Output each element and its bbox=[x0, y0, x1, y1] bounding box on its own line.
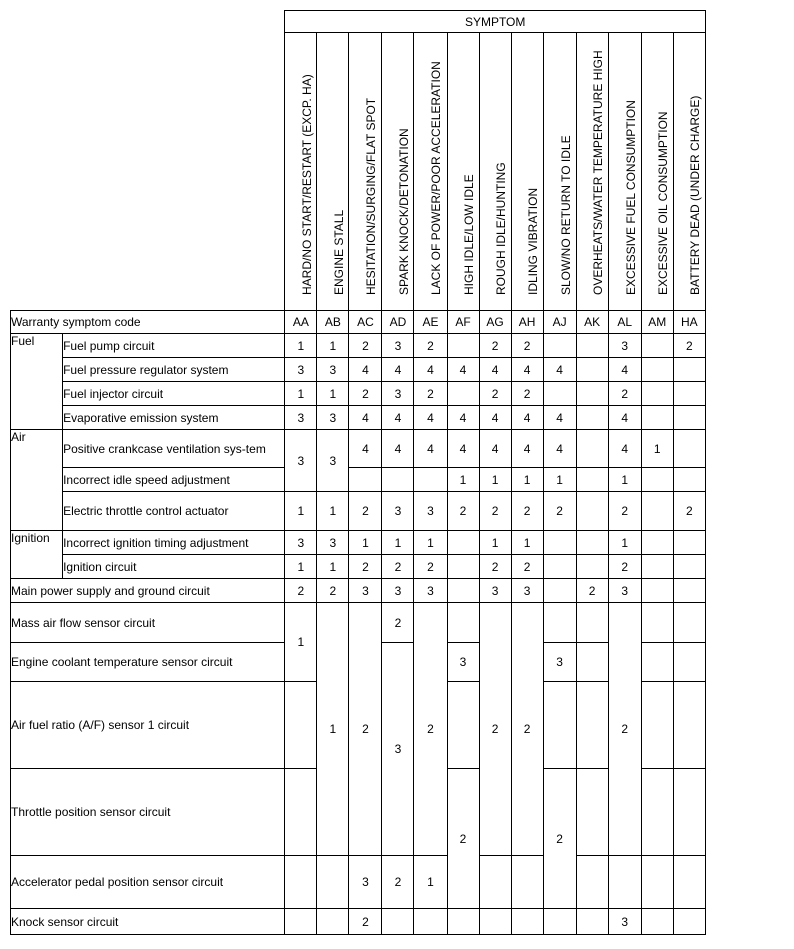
value-cell: 3 bbox=[317, 430, 349, 492]
table-row bbox=[11, 856, 706, 909]
value-cell: 4 bbox=[414, 358, 447, 382]
value-cell: 1 bbox=[543, 468, 576, 492]
row-label: Ignition circuit bbox=[63, 555, 285, 579]
value-cell bbox=[382, 468, 414, 492]
value-cell: 2 bbox=[608, 492, 641, 531]
value-cell bbox=[447, 531, 479, 555]
value-cell: 1 bbox=[511, 531, 543, 555]
value-cell bbox=[673, 382, 705, 406]
value-cell: 2 bbox=[414, 603, 447, 856]
row-label: Throttle position sensor circuit bbox=[11, 769, 285, 856]
value-cell bbox=[576, 603, 608, 643]
value-cell: 2 bbox=[349, 555, 382, 579]
col-header-ab: ENGINE STALL bbox=[317, 33, 349, 311]
value-cell: 2 bbox=[576, 579, 608, 603]
value-cell bbox=[641, 334, 673, 358]
col-header-ag: ROUGH IDLE/HUNTING bbox=[479, 33, 511, 311]
col-header-al: EXCESSIVE FUEL CONSUMPTION bbox=[608, 33, 641, 311]
col-header-aa: HARD/NO START/RESTART (EXCP. HA) bbox=[285, 33, 317, 311]
value-cell bbox=[543, 555, 576, 579]
table-row bbox=[11, 406, 706, 430]
value-cell: 1 bbox=[317, 555, 349, 579]
value-cell: 1 bbox=[608, 468, 641, 492]
value-cell: 3 bbox=[382, 492, 414, 531]
value-cell: 2 bbox=[317, 579, 349, 603]
value-cell: 3 bbox=[479, 579, 511, 603]
value-cell bbox=[543, 531, 576, 555]
value-cell bbox=[673, 358, 705, 382]
value-cell: 1 bbox=[382, 531, 414, 555]
table-row bbox=[11, 579, 706, 603]
code-cell: HA bbox=[673, 311, 705, 334]
value-cell bbox=[317, 909, 349, 935]
value-cell: 4 bbox=[349, 358, 382, 382]
value-cell: 2 bbox=[349, 492, 382, 531]
value-cell: 4 bbox=[511, 430, 543, 468]
value-cell bbox=[641, 603, 673, 643]
value-cell: 3 bbox=[382, 334, 414, 358]
value-cell bbox=[641, 769, 673, 856]
value-cell bbox=[576, 406, 608, 430]
value-cell: 3 bbox=[382, 382, 414, 406]
value-cell: 2 bbox=[349, 909, 382, 935]
value-cell bbox=[673, 555, 705, 579]
value-cell bbox=[673, 468, 705, 492]
value-cell: 2 bbox=[479, 555, 511, 579]
value-cell: 4 bbox=[447, 430, 479, 468]
value-cell: 2 bbox=[382, 603, 414, 643]
value-cell bbox=[576, 682, 608, 769]
col-header-ae: LACK OF POWER/POOR ACCELERATION bbox=[414, 33, 447, 311]
value-cell bbox=[285, 682, 317, 769]
row-label: Knock sensor circuit bbox=[11, 909, 285, 935]
col-header-ac: HESITATION/SURGING/FLAT SPOT bbox=[349, 33, 382, 311]
value-cell bbox=[641, 856, 673, 909]
value-cell: 2 bbox=[349, 382, 382, 406]
value-cell bbox=[447, 555, 479, 579]
value-cell bbox=[447, 382, 479, 406]
value-cell bbox=[576, 909, 608, 935]
value-cell: 4 bbox=[382, 358, 414, 382]
value-cell: 1 bbox=[317, 334, 349, 358]
value-cell bbox=[673, 531, 705, 555]
value-cell: 2 bbox=[608, 555, 641, 579]
value-cell bbox=[673, 682, 705, 769]
value-cell: 4 bbox=[479, 406, 511, 430]
value-cell bbox=[447, 909, 479, 935]
value-cell: 4 bbox=[543, 358, 576, 382]
group-label-air: Air bbox=[11, 430, 63, 531]
value-cell: 1 bbox=[479, 531, 511, 555]
table-row bbox=[11, 358, 706, 382]
value-cell bbox=[673, 909, 705, 935]
value-cell: 3 bbox=[317, 406, 349, 430]
value-cell bbox=[479, 909, 511, 935]
value-cell: 2 bbox=[479, 334, 511, 358]
value-cell: 1 bbox=[317, 382, 349, 406]
value-cell bbox=[576, 555, 608, 579]
value-cell: 3 bbox=[414, 492, 447, 531]
value-cell: 4 bbox=[447, 358, 479, 382]
col-header-ah: IDLING VIBRATION bbox=[511, 33, 543, 311]
symptom-table bbox=[10, 10, 706, 935]
value-cell: 2 bbox=[479, 382, 511, 406]
col-header-af: HIGH IDLE/LOW IDLE bbox=[447, 33, 479, 311]
table-row bbox=[11, 468, 706, 492]
row-label: Air fuel ratio (A/F) sensor 1 circuit bbox=[11, 682, 285, 769]
row-label: Mass air flow sensor circuit bbox=[11, 603, 285, 643]
value-cell: 4 bbox=[447, 406, 479, 430]
table-row bbox=[11, 492, 706, 531]
row-label: Main power supply and ground circuit bbox=[11, 579, 285, 603]
value-cell: 4 bbox=[382, 430, 414, 468]
value-cell: 3 bbox=[285, 430, 317, 492]
value-cell bbox=[641, 643, 673, 682]
value-cell: 4 bbox=[608, 430, 641, 468]
code-cell: AF bbox=[447, 311, 479, 334]
value-cell bbox=[576, 531, 608, 555]
value-cell: 4 bbox=[414, 406, 447, 430]
value-cell: 2 bbox=[382, 555, 414, 579]
value-cell bbox=[641, 382, 673, 406]
warranty-label: Warranty symptom code bbox=[11, 311, 285, 334]
value-cell: 2 bbox=[447, 769, 479, 909]
code-cell: AJ bbox=[543, 311, 576, 334]
value-cell bbox=[414, 909, 447, 935]
code-cell: AH bbox=[511, 311, 543, 334]
value-cell: 1 bbox=[447, 468, 479, 492]
value-cell bbox=[543, 334, 576, 358]
value-cell bbox=[382, 909, 414, 935]
table-row bbox=[11, 334, 706, 358]
row-label: Incorrect idle speed adjustment bbox=[63, 468, 285, 492]
value-cell: 2 bbox=[608, 603, 641, 856]
value-cell bbox=[673, 643, 705, 682]
value-cell bbox=[543, 603, 576, 643]
value-cell: 2 bbox=[543, 492, 576, 531]
value-cell: 4 bbox=[543, 430, 576, 468]
value-cell: 3 bbox=[543, 643, 576, 682]
value-cell: 3 bbox=[511, 579, 543, 603]
value-cell: 1 bbox=[317, 603, 349, 856]
value-cell: 1 bbox=[285, 603, 317, 682]
value-cell: 1 bbox=[414, 856, 447, 909]
value-cell: 4 bbox=[414, 430, 447, 468]
group-label-fuel: Fuel bbox=[11, 334, 63, 430]
value-cell: 2 bbox=[382, 856, 414, 909]
row-label: Fuel pump circuit bbox=[63, 334, 285, 358]
value-cell bbox=[511, 856, 543, 909]
row-label: Positive crankcase ventilation sys-tem bbox=[63, 430, 285, 468]
value-cell bbox=[576, 492, 608, 531]
value-cell: 3 bbox=[317, 358, 349, 382]
value-cell bbox=[543, 682, 576, 769]
table-row bbox=[11, 555, 706, 579]
value-cell: 1 bbox=[285, 492, 317, 531]
value-cell: 2 bbox=[414, 555, 447, 579]
value-cell: 1 bbox=[285, 382, 317, 406]
value-cell bbox=[511, 909, 543, 935]
value-cell bbox=[285, 909, 317, 935]
value-cell: 4 bbox=[349, 406, 382, 430]
table-row bbox=[11, 382, 706, 406]
code-cell: AL bbox=[608, 311, 641, 334]
value-cell bbox=[576, 468, 608, 492]
value-cell: 4 bbox=[608, 358, 641, 382]
value-cell bbox=[576, 382, 608, 406]
value-cell: 1 bbox=[317, 492, 349, 531]
value-cell: 2 bbox=[447, 492, 479, 531]
value-cell bbox=[641, 358, 673, 382]
value-cell: 3 bbox=[447, 643, 479, 682]
row-label: Incorrect ignition timing adjustment bbox=[63, 531, 285, 555]
value-cell: 3 bbox=[317, 531, 349, 555]
value-cell bbox=[543, 909, 576, 935]
code-cell: AG bbox=[479, 311, 511, 334]
value-cell: 2 bbox=[673, 492, 705, 531]
value-cell: 3 bbox=[608, 909, 641, 935]
value-cell bbox=[673, 406, 705, 430]
value-cell: 3 bbox=[285, 531, 317, 555]
value-cell bbox=[447, 579, 479, 603]
value-cell bbox=[576, 430, 608, 468]
value-cell bbox=[641, 492, 673, 531]
value-cell: 3 bbox=[608, 579, 641, 603]
code-cell: AA bbox=[285, 311, 317, 334]
value-cell: 2 bbox=[511, 555, 543, 579]
value-cell: 4 bbox=[543, 406, 576, 430]
value-cell bbox=[285, 856, 317, 909]
value-cell: 2 bbox=[511, 603, 543, 856]
value-cell: 4 bbox=[479, 358, 511, 382]
header-blank bbox=[11, 11, 285, 311]
value-cell: 1 bbox=[511, 468, 543, 492]
value-cell: 1 bbox=[285, 555, 317, 579]
code-cell: AB bbox=[317, 311, 349, 334]
value-cell bbox=[285, 769, 317, 856]
value-cell bbox=[447, 682, 479, 769]
code-cell: AM bbox=[641, 311, 673, 334]
value-cell bbox=[349, 468, 382, 492]
value-cell bbox=[447, 603, 479, 643]
symptom-header: SYMPTOM bbox=[285, 11, 706, 33]
value-cell: 4 bbox=[349, 430, 382, 468]
code-cell: AD bbox=[382, 311, 414, 334]
value-cell bbox=[414, 468, 447, 492]
value-cell: 3 bbox=[349, 856, 382, 909]
code-cell: AK bbox=[576, 311, 608, 334]
value-cell: 1 bbox=[479, 468, 511, 492]
row-label: Fuel injector circuit bbox=[63, 382, 285, 406]
value-cell: 2 bbox=[414, 334, 447, 358]
row-label: Electric throttle control actuator bbox=[63, 492, 285, 531]
table-row bbox=[11, 603, 706, 643]
value-cell bbox=[641, 531, 673, 555]
code-cell: AE bbox=[414, 311, 447, 334]
value-cell: 1 bbox=[608, 531, 641, 555]
row-label: Evaporative emission system bbox=[63, 406, 285, 430]
value-cell: 3 bbox=[414, 579, 447, 603]
table-row bbox=[11, 430, 706, 468]
warranty-row bbox=[11, 311, 706, 334]
table-row bbox=[11, 909, 706, 935]
col-header-aj: SLOW/NO RETURN TO IDLE bbox=[543, 33, 576, 311]
col-header-ad: SPARK KNOCK/DETONATION bbox=[382, 33, 414, 311]
value-cell bbox=[641, 579, 673, 603]
value-cell: 2 bbox=[285, 579, 317, 603]
value-cell: 2 bbox=[349, 334, 382, 358]
value-cell bbox=[641, 468, 673, 492]
value-cell: 2 bbox=[511, 334, 543, 358]
value-cell: 2 bbox=[349, 603, 382, 856]
code-cell: AC bbox=[349, 311, 382, 334]
value-cell: 3 bbox=[285, 406, 317, 430]
value-cell: 2 bbox=[543, 769, 576, 909]
value-cell bbox=[317, 856, 349, 909]
value-cell bbox=[641, 555, 673, 579]
value-cell: 4 bbox=[382, 406, 414, 430]
value-cell: 4 bbox=[608, 406, 641, 430]
col-header-am: EXCESSIVE OIL CONSUMPTION bbox=[641, 33, 673, 311]
table-row bbox=[11, 531, 706, 555]
value-cell: 2 bbox=[479, 603, 511, 856]
row-label: Fuel pressure regulator system bbox=[63, 358, 285, 382]
value-cell: 3 bbox=[382, 579, 414, 603]
value-cell: 3 bbox=[285, 358, 317, 382]
col-header-ak: OVERHEATS/WATER TEMPERATURE HIGH bbox=[576, 33, 608, 311]
row-label: Accelerator pedal position sensor circuit bbox=[11, 856, 285, 909]
value-cell: 1 bbox=[349, 531, 382, 555]
value-cell bbox=[576, 769, 608, 856]
value-cell: 3 bbox=[349, 579, 382, 603]
value-cell: 4 bbox=[511, 358, 543, 382]
value-cell bbox=[543, 382, 576, 406]
group-label-ignition: Ignition bbox=[11, 531, 63, 579]
value-cell: 4 bbox=[479, 430, 511, 468]
value-cell: 1 bbox=[641, 430, 673, 468]
value-cell: 2 bbox=[511, 382, 543, 406]
value-cell bbox=[673, 769, 705, 856]
value-cell bbox=[608, 856, 641, 909]
value-cell bbox=[576, 643, 608, 682]
value-cell: 2 bbox=[608, 382, 641, 406]
value-cell bbox=[576, 334, 608, 358]
value-cell: 3 bbox=[382, 643, 414, 856]
value-cell: 1 bbox=[285, 334, 317, 358]
value-cell bbox=[576, 856, 608, 909]
value-cell bbox=[673, 579, 705, 603]
value-cell bbox=[447, 334, 479, 358]
value-cell: 4 bbox=[511, 406, 543, 430]
value-cell bbox=[641, 682, 673, 769]
value-cell bbox=[576, 358, 608, 382]
value-cell bbox=[641, 909, 673, 935]
value-cell bbox=[673, 603, 705, 643]
value-cell: 2 bbox=[673, 334, 705, 358]
col-header-ha: BATTERY DEAD (UNDER CHARGE) bbox=[673, 33, 705, 311]
value-cell bbox=[673, 856, 705, 909]
value-cell bbox=[543, 579, 576, 603]
row-label: Engine coolant temperature sensor circuit bbox=[11, 643, 285, 682]
value-cell bbox=[673, 430, 705, 468]
value-cell bbox=[641, 406, 673, 430]
value-cell: 2 bbox=[511, 492, 543, 531]
value-cell: 1 bbox=[414, 531, 447, 555]
value-cell: 2 bbox=[414, 382, 447, 406]
value-cell bbox=[479, 856, 511, 909]
value-cell: 3 bbox=[608, 334, 641, 358]
value-cell: 2 bbox=[479, 492, 511, 531]
